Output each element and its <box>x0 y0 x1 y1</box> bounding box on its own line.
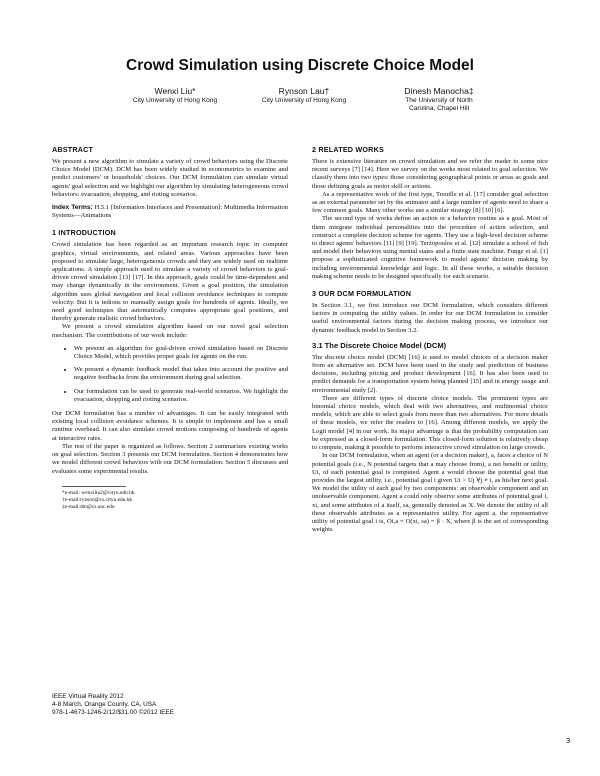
conference-location: 4-8 March, Orange County, CA, USA <box>52 700 157 708</box>
intro-paragraph-2: We present a crowd simulation algorithm based on our novel goal selection mechanism. The contributions of our work include: <box>52 323 288 339</box>
paper-title: Crowd Simulation using Discrete Choice Model <box>126 57 474 74</box>
footnote: *e-mail: wenxiliu2@cityu.edu.hk <box>62 489 135 496</box>
author-name: Dinesh Manocha‡ <box>404 86 474 96</box>
intro-heading: 1 INTRODUCTION <box>52 228 116 238</box>
index-terms <box>52 204 288 220</box>
abstract-text: We present a new algorithm to simulate a variety of crowd behaviors using the Discrete Choice Model (DCM). DCM has been widely studied in econometrics to examine and predict customers' or households' choices. Our DCM formulation can simulate virtual agents' goal selection and we highlight our algorithm by simulating heterogeneous crowd behaviors: evacuation, shopping, and rioting scenarios. <box>52 158 288 198</box>
author-affiliation: City University of Hong Kong <box>261 97 347 104</box>
author-block-1 <box>115 86 235 105</box>
contribution-item: • We present a dynamic feedback model that takes into account the positive and negative feedbacks from the environment during goal selection. <box>74 366 288 382</box>
author-block-2 <box>242 86 366 105</box>
related-paragraph-2: As a representative work of the first type, Treuille et al. [17] consider goal selection as an external parameter set by the animator and a large number of agents need to share a few common goals. Many other works use a similar strategy [8] [10] [6]. <box>312 190 548 215</box>
contribution-item: • We present an algorithm for goal-driven crowd simulation based on Discrete Choice Model, which provides proper goals for agents on the run. <box>74 345 288 361</box>
dcm-heading: 3 OUR DCM FORMULATION <box>312 289 412 299</box>
author-affiliation-line2: Carolina, Chapel Hill <box>408 105 470 113</box>
related-heading: 2 RELATED WORKS <box>312 145 384 154</box>
intro-paragraph-3: Our DCM formulation has a number of advantages. It can be easily integrated with existing local collision avoidance schemes. It is simple to implement and has a small runtime overhead. It can also simulate crowd motions composing of hundreds of agents at interactive rates. <box>52 410 288 442</box>
conference-isbn: 978-1-4673-1246-2/12/$31.00 ©2012 IEEE <box>52 708 174 716</box>
dcm-paragraph-2: The discrete choice model (DCM) [16] is used to model choices of a decision maker from an alternative set. DCM have been used in the study and prediction of business decisions, including pricing and product development [16]. It has also been used to predict demands for a transportation system being planned [15] and in energy usage and environmental study [2]. <box>312 353 548 394</box>
related-paragraph-3: The second type of works define an action or a behavior routine as a goal. Most of them integrate individual personalities into the procedure of action selection, and construct a complete decision scheme for agents. They use a high-level decision scheme to direct agents' behaviors [11] [9] [19]. Terzopoulos et al. [12] simulate a school of fish and model their behaviors using mental states and a finite state machine. Funge et al. [1] propose a sophisticated cognitive framework to model agents' decision making by including environmental knowledge and logic. In all these works, a suitable decision making scheme needs to be designed specifically for each scenario. <box>312 215 548 280</box>
dcm-subheading: 3.1 The Discrete Choice Model (DCM) <box>312 340 447 350</box>
author-affiliation: The University of North <box>405 97 473 104</box>
contribution-item: • Our formulation can be used to generate real-world scenarios. We highlight the evacuation, shopping and rioting scenarios. <box>74 388 288 404</box>
index-terms-label: Index Terms: <box>52 204 93 212</box>
author-block-3 <box>384 86 494 113</box>
left-column <box>52 145 288 511</box>
right-column <box>312 145 548 539</box>
footnote: ‡e-mail:dm@cs.unc.edu <box>62 503 115 510</box>
abstract-heading: ABSTRACT <box>52 145 94 154</box>
page-number: 3 <box>566 736 571 745</box>
dcm-paragraph-4: In our DCM formulation, when an agent (or a decision maker), a, faces a choice of N potential goals (i.e., N potential targets that a may choose from), a net benefit or utility, Ui, of each potential goal is computed. Agent a would choose the potential goal that provides the largest utility, i.e., potential goal i given Ui > Uj ∀j ≠ i, as his/her next goal. We model the utility of each goal by two components: an observable component and an unobservable component. Agent a could only observe some attributes of potential goal i, xi, and some attributes of a itself, sa, generally denoted as X. We denote the utility of all these observable attributes as a representative utility. For agent a, the representative utility of potential goal i is, Oi,a = O(xi, sa) = β · X, where β is the set of corresponding weights <box>312 452 548 534</box>
related-paragraph-1: There is extensive literature on crowd simulation and we refer the reader to some nice recent surveys [7] [14]. Here we survey on the works most related to goal selection. We classify them into two types: those considering geographical points or areas as goals and those defining goals as motor skill or actions. <box>312 158 548 190</box>
intro-paragraph-1: Crowd simulation has been regarded as an important research topic in computer graphics, virtual environments, and related areas. Various approaches have been proposed to simulate large, heterogeneous crowds and they are widely used on realtime applications. A simple approach used to simulate a variety of crowd behaviors is goal-driven crowd simulation [13] [17]. In this approach, goals could be time-dependent and may change dynamically in the environment. Given a goal position, the simulation algorithm uses global navigation and local collision avoidance techniques to compute velocity. But it is tedious to manually assign goals for hundreds of agents. Ideally, we need good techniques that automatically computes appropriate goal positions, and thereby generate realistic crowd behaviors. <box>52 241 288 323</box>
dcm-paragraph-3: There are different types of discrete choice models. The prominent types are binomial choice models, which deal with two alternatives, and multinomial choice models, which are able to select goals from more than two alternatives. For more details of these models, we refer the readers to [16]. Among different models, we apply the Logit model [4] in our work. Its major advantage is that the probability computation can be expressed as a closed-form formulation. This closed-form solution is relatively cheap to compute, making it possible to perform interactive crowd simulation on large crowds. <box>312 394 548 452</box>
author-name: Rynson Lau† <box>278 86 330 96</box>
author-name: Wenxi Liu* <box>154 86 196 96</box>
intro-paragraph-4: The rest of the paper is organized as follows. Section 2 summarizes existing works on goal selection. Section 3 presents our DCM formulation. Section 4 demonstrates how we model different crowd behaviors with our DCM formulation. Section 5 discusses and evaluates some experimental results. <box>52 442 288 475</box>
contributions-list <box>52 345 288 404</box>
conference-name: IEEE Virtual Reality 2012 <box>52 693 124 700</box>
dcm-paragraph-1: In Section 3.1, we first introduce our DCM formulation, which considers different factors in computing the utility values. In order for our DCM formulation to consider useful environmental factors during the decision making process, we introduce our dynamic feedback model in Section 3.2. <box>312 302 548 334</box>
footnote: †e-mail:rynson@cs.cityu.edu.hk <box>62 496 133 503</box>
footnote-divider <box>62 486 126 487</box>
conference-info <box>52 693 174 716</box>
index-terms-text: H.5.1 [Information Interfaces and Presentation]: Multimedia Information Systems—Animations <box>52 204 288 220</box>
author-affiliation: City University of Hong Kong <box>132 97 218 104</box>
